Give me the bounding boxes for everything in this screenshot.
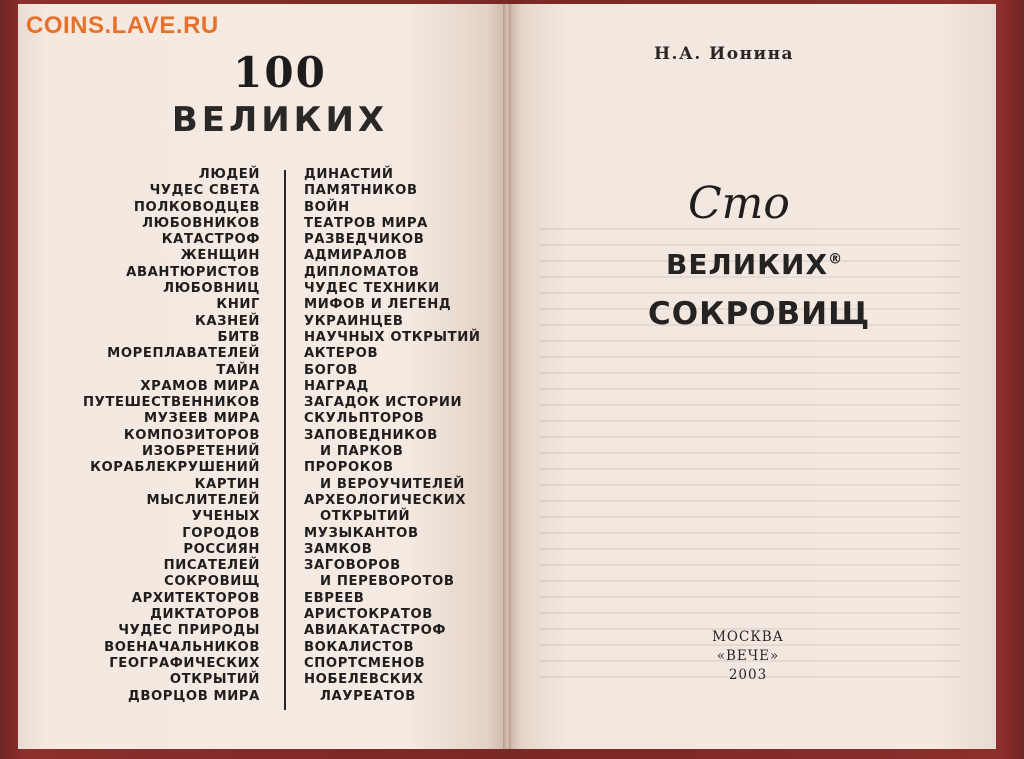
series-list-item: НАУЧНЫХ ОТКРЫТИЙ [304, 329, 481, 345]
series-list-item: КОМПОЗИТОРОВ [123, 427, 260, 443]
series-list-item: АРХИТЕКТОРОВ [131, 590, 260, 606]
series-number: 100 [233, 48, 327, 97]
series-list-item: ДИПЛОМАТОВ [304, 264, 420, 280]
series-list-item: ОТКРЫТИЙ [169, 672, 260, 688]
series-list-item: КАРТИН [194, 476, 260, 492]
series-list-item: КАТАСТРОФ [161, 232, 260, 248]
series-list-item: МЫСЛИТЕЛЕЙ [146, 492, 260, 508]
series-list-item: ИЗОБРЕТЕНИЙ [141, 444, 260, 460]
publisher-name: «ВЕЧЕ» [716, 648, 780, 664]
series-list-item: АРХЕОЛОГИЧЕСКИХ [304, 492, 467, 508]
series-list-item: СПОРТСМЕНОВ [304, 655, 426, 671]
series-list-item: НАГРАД [304, 378, 369, 394]
series-list-item: И ПЕРЕВОРОТОВ [320, 574, 455, 590]
series-list-item: АВАНТЮРИСТОВ [126, 264, 260, 280]
series-list-item: РОССИЯН [183, 541, 260, 557]
series-list-item: ЕВРЕЕВ [304, 590, 365, 606]
series-list-item: ЧУДЕС СВЕТА [149, 183, 260, 199]
title-line-2 [666, 248, 843, 281]
series-list-item: ПИСАТЕЛЕЙ [163, 558, 260, 574]
series-list-item: И ВЕРОУЧИТЕЛЕЙ [320, 476, 465, 492]
series-list-item: КОРАБЛЕКРУШЕНИЙ [90, 460, 260, 476]
series-list-item: ТАЙН [216, 362, 260, 378]
publisher-city: МОСКВА [712, 629, 784, 645]
series-list-item: НОБЕЛЕВСКИХ [304, 672, 424, 688]
series-list-item: ЛАУРЕАТОВ [320, 688, 416, 704]
series-list-item: ПРОРОКОВ [304, 460, 394, 476]
series-list-item: ДИНАСТИЙ [304, 167, 394, 182]
series-list-item: ТЕАТРОВ МИРА [304, 215, 428, 231]
series-list-item: ХРАМОВ МИРА [140, 378, 260, 394]
series-list-item: МОРЕПЛАВАТЕЛЕЙ [107, 346, 260, 362]
series-list-item: ЖЕНЩИН [180, 248, 260, 264]
series-list-item: АРИСТОКРАТОВ [304, 607, 433, 623]
series-list-item: ЗАМКОВ [304, 541, 373, 557]
series-list-item: ЧУДЕС ТЕХНИКИ [304, 281, 440, 297]
title-line-2-text: ВЕЛИКИХ [666, 248, 829, 281]
series-list-item: УКРАИНЦЕВ [304, 313, 404, 329]
author-name: Н.А. Ионина [654, 44, 795, 64]
series-list-item: МУЗЫКАНТОВ [304, 525, 419, 541]
publication-year: 2003 [728, 667, 768, 683]
series-list-item: ЛЮБОВНИКОВ [142, 215, 260, 231]
series-list-item: ЗАПОВЕДНИКОВ [304, 427, 438, 443]
series-title: ВЕЛИКИХ [171, 100, 389, 140]
series-list-item: ПОЛКОВОДЦЕВ [133, 199, 260, 215]
series-list-item: ЗАГАДОК ИСТОРИИ [304, 395, 463, 411]
series-list-item: ЗАГОВОРОВ [304, 558, 401, 574]
series-list-item: ОТКРЫТИЙ [320, 509, 411, 525]
series-list-item: МИФОВ И ЛЕГЕНД [304, 297, 452, 313]
series-list-item: СКУЛЬПТОРОВ [304, 411, 425, 427]
series-list-item: И ПАРКОВ [320, 444, 404, 460]
series-list-item: ДВОРЦОВ МИРА [128, 688, 260, 704]
series-list-item: ГЕОГРАФИЧЕСКИХ [109, 655, 260, 671]
series-list-item: ВОЙН [304, 199, 350, 215]
series-list-item: ВОКАЛИСТОВ [304, 639, 415, 655]
series-list-item: УЧЕНЫХ [191, 509, 260, 525]
series-list-item: АКТЕРОВ [304, 346, 379, 362]
series-list-item: ВОЕНАЧАЛЬНИКОВ [104, 639, 260, 655]
title-line-3: СОКРОВИЩ [648, 296, 871, 332]
series-list-item: МУЗЕЕВ МИРА [144, 411, 260, 427]
series-list-item: АДМИРАЛОВ [304, 248, 408, 264]
title-line-1: Сто [688, 178, 790, 229]
series-list-right [304, 167, 534, 705]
series-list-item: КНИГ [216, 297, 260, 313]
series-list-item: ГОРОДОВ [182, 525, 260, 541]
series-list-item: ЧУДЕС ПРИРОДЫ [118, 623, 260, 639]
site-watermark: COINS.LAVE.RU [26, 12, 219, 39]
series-list-item: СОКРОВИЩ [164, 574, 260, 590]
series-list-item: ДИКТАТОРОВ [150, 607, 260, 623]
series-list-item: БОГОВ [304, 362, 358, 378]
series-list-item: БИТВ [217, 329, 260, 345]
series-list-left [30, 167, 260, 705]
series-list-item: АВИАКАТАСТРОФ [304, 623, 447, 639]
series-list-item: КАЗНЕЙ [194, 313, 260, 329]
series-list-item: ЛЮБОВНИЦ [163, 281, 260, 297]
series-list-item: ЛЮДЕЙ [198, 167, 260, 182]
series-list-item: ПАМЯТНИКОВ [304, 183, 418, 199]
series-list-item: ПУТЕШЕСТВЕННИКОВ [83, 395, 260, 411]
column-divider [284, 170, 286, 710]
registered-mark: ® [828, 251, 844, 268]
series-list-item: РАЗВЕДЧИКОВ [304, 232, 425, 248]
